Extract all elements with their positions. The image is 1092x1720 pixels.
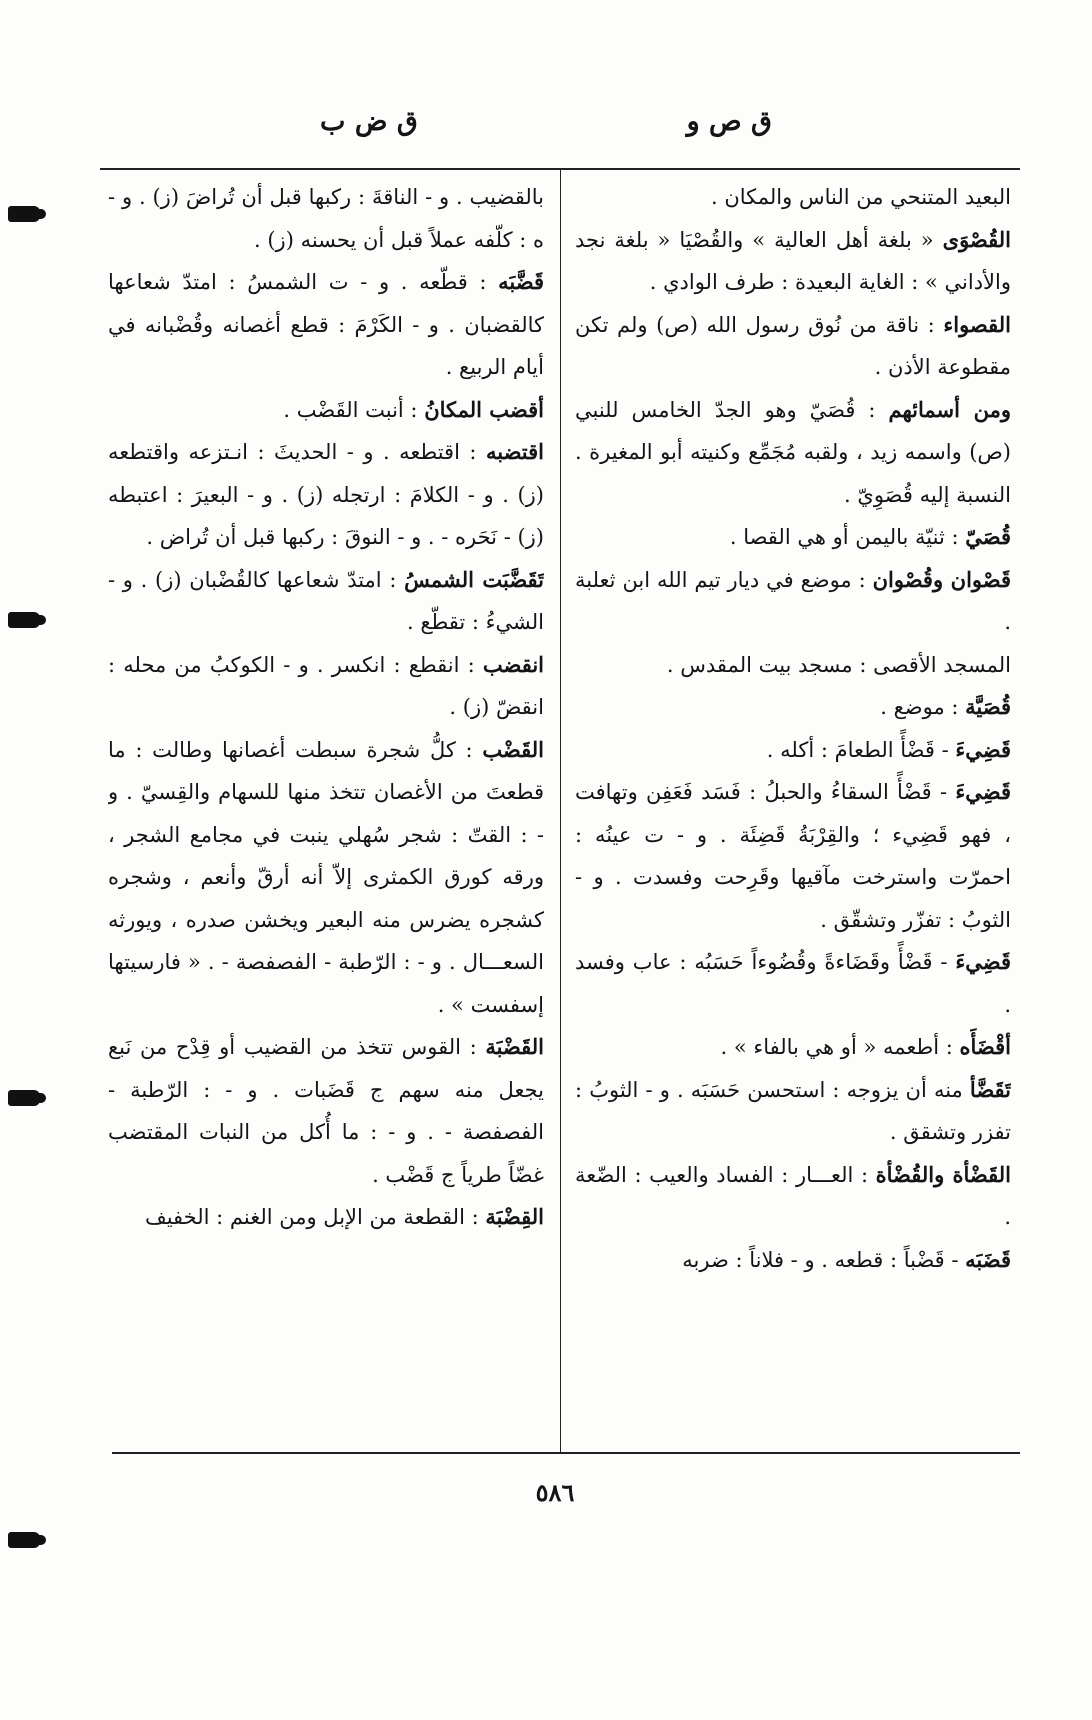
- bottom-rule: [112, 1452, 1020, 1454]
- right-column: [575, 176, 1011, 1446]
- dictionary-entry: البعيد المتنحي من الناس والمكان .: [711, 185, 1011, 209]
- page-number: ٥٨٦: [535, 1478, 575, 1507]
- column-divider: [560, 170, 561, 1452]
- thumb-index-mark: [8, 1532, 40, 1548]
- dictionary-entry: قَضَّبَه : قطّعه . و - ت الشمسُ : امتدّ شعاعها كالقضبان . و - الكَرْمَ : قطع أغصانه وقُضْبانه في أيام الربيع .: [108, 269, 544, 379]
- thumb-index-mark: [8, 206, 40, 222]
- dictionary-entry: أقضب المكانُ : أنبت القَضْب .: [283, 396, 544, 422]
- dictionary-entry: قَضِيءَ - قَضْأً وقَضَاءةً وقُضُوءاً حَسَبُه : عاب وفسد .: [575, 949, 1011, 1017]
- dictionary-entry: القصواء : ناقة من نُوق رسول الله (ص) ولم تكن مقطوعة الأذن .: [575, 311, 1011, 379]
- dictionary-entry: قُصَيّ : ثنيّة باليمن أو هي القصا .: [729, 524, 1011, 549]
- dictionary-entry: انقضب : انقطع : انكسر . و - الكوكبُ من محله : انقضّ (ز) .: [108, 651, 544, 719]
- running-header: [100, 96, 1000, 156]
- thumb-index-mark: [8, 612, 40, 628]
- dictionary-entry: تَقَضَّبَت الشمسُ : امتدّ شعاعها كالقُضْبان (ز) . و - الشيءُ : تقطّع .: [108, 566, 544, 634]
- dictionary-entry: قَضِيءَ - قَضْأً الطعامَ : أكله .: [766, 736, 1011, 762]
- dictionary-entry: القِضْبَة : القطعة من الإبل ومن الغنم : الخفيف: [144, 1204, 544, 1229]
- left-column: [108, 176, 544, 1446]
- dictionary-entry: قَضَبَه - قَضْباً : قطعه . و - فلاناً : ضربه: [682, 1246, 1011, 1272]
- dictionary-entry: ومن أسمائهم : قُصَيّ وهو الجدّ الخامس للنبي (ص) واسمه زيد ، ولقبه مُجَمِّع وكنيته أبو المغيرة . النسبة إليه قُصَوِيّ .: [575, 396, 1011, 507]
- dictionary-entry: بالقضيب . و - الناقةَ : ركبها قبل أن تُراضَ (ز) . و - ه : كلّفه عملاً قبل أن يحسنه (ز) .: [108, 185, 544, 252]
- dictionary-entry: أقْضَأَه : أطعمه « أو هي بالفاء » .: [720, 1034, 1011, 1059]
- dictionary-entry: القَضْأة والقُضْأة : العـــار : الفساد والعيب : الضّعة .: [575, 1161, 1011, 1229]
- dictionary-entry: القَضْب : كلُّ شجرة سبطت أغصانها وطالت : ما قطعتَ من الأغصان تتخذ منها للسهام والقِسيّ . و - : القتّ : شجر سُهلي ينبت في مجامع الشجر ، ورقه كورق الكمثرى إلاّ أنه أرقّ وأنعم ، وشجره كشجره يضرس منه البعير ويخشن صدره ، ويورثه السعـــال . و - : الرّطبة - الفصفصة - . « فارسيتها إسفست » .: [108, 736, 544, 1017]
- header-right-root: ق ص و: [686, 106, 772, 137]
- dictionary-entry: القُصْوَى « بلغة أهل العالية » والقُصْيَا « بلغة نجد والأداني » : الغاية البعيدة : طرف الوادي .: [575, 226, 1011, 294]
- dictionary-entry: قَصْوان وقُصْوان : موضع في ديار تيم الله ابن ثعلبة .: [575, 566, 1011, 634]
- dictionary-entry: قُصَيَّة : موضع .: [880, 694, 1011, 719]
- thumb-index-mark: [8, 1090, 40, 1106]
- dictionary-entry: قَضِيءَ - قَضْأً السقاءُ والحبلُ : فَسَد فَعَفِن وتهافت ، فهو قَضِيء ؛ والقِرْبَةُ قَضِئَة . و - ت عينُه : احمرّت واسترخت مآقيها وقَرِحت وفسدت . و - الثوبُ : تفزّر وتشقّق .: [575, 779, 1011, 932]
- dictionary-entry: تَقَضَّأ منه أن يزوجه : استحسن حَسَبَه . و - الثوبُ : تفزر وتشقق .: [575, 1076, 1011, 1144]
- dictionary-entry: اقتضبه : اقتطعه . و - الحديثَ : انـتزعه واقتطعه (ز) . و - الكلامَ : ارتجله (ز) . و - البعيرَ : اعتبطه (ز) - نَحَره - . و - النوقَ : ركبها قبل أن تُراض .: [108, 439, 544, 549]
- header-left-root: ق ض ب: [320, 106, 418, 137]
- dictionary-entry: القَضْبَة : القوس تتخذ من القضيب أو قِدْح من نَبع يجعل منه سهم ج قَضَبات . و - : الرّطبة - الفصفصة - . و - : ما أُكل من النبات المقتضب غضّاً طرياً ج قَضْب .: [108, 1034, 544, 1187]
- dictionary-entry: المسجد الأقصى : مسجد بيت المقدس .: [666, 652, 1011, 677]
